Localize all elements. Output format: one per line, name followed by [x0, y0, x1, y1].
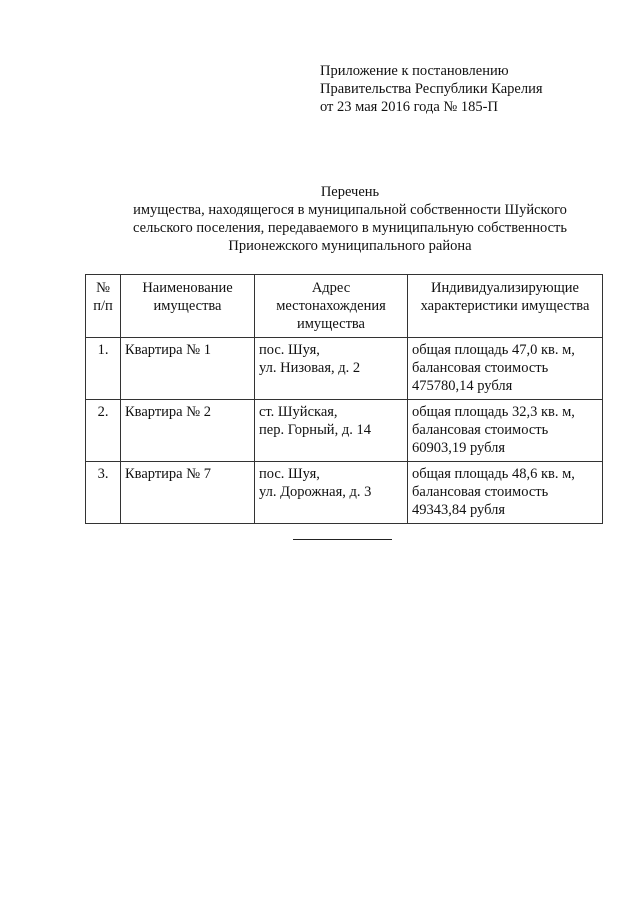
- appendix-line: Правительства Республики Карелия: [320, 81, 543, 97]
- appendix-line: от 23 мая 2016 года № 185-П: [320, 99, 498, 115]
- header-number: [86, 275, 121, 338]
- characteristic-line: 49343,84 рубля: [412, 502, 506, 518]
- title-line: имущества, находящегося в муниципальной собственности Шуйского: [133, 202, 567, 218]
- row-characteristics: [408, 400, 603, 462]
- characteristic-line: общая площадь 47,0 кв. м,: [412, 342, 575, 358]
- header-text: Адрес: [311, 280, 351, 296]
- header-text: п/п: [93, 298, 113, 314]
- address-line: ул. Дорожная, д. 3: [259, 484, 372, 500]
- table-row: [86, 400, 603, 462]
- table-header-row: [86, 275, 603, 338]
- header-text: характеристики имущества: [420, 298, 590, 314]
- row-characteristics: [408, 462, 603, 524]
- characteristic-line: общая площадь 32,3 кв. м,: [412, 404, 575, 420]
- header-text: местонахождения: [276, 298, 386, 314]
- address-line: ул. Низовая, д. 2: [259, 360, 361, 376]
- row-name: Квартира № 7: [121, 462, 255, 524]
- document-title: [60, 183, 640, 255]
- row-characteristics: [408, 338, 603, 400]
- address-line: пер. Горный, д. 14: [259, 422, 371, 438]
- title-line: сельского поселения, передаваемого в муниципальную собственность: [133, 220, 567, 236]
- title-line: Прионежского муниципального района: [228, 238, 472, 254]
- appendix-line: Приложение к постановлению: [320, 63, 509, 79]
- row-number: 3.: [86, 462, 121, 524]
- row-name: Квартира № 1: [121, 338, 255, 400]
- header-name: [121, 275, 255, 338]
- characteristic-line: балансовая стоимость: [412, 422, 549, 438]
- characteristic-line: балансовая стоимость: [412, 360, 549, 376]
- characteristic-line: общая площадь 48,6 кв. м,: [412, 466, 575, 482]
- address-line: ст. Шуйская,: [259, 404, 338, 420]
- header-text: имущества: [153, 298, 222, 314]
- table-row: [86, 462, 603, 524]
- header-text: имущества: [296, 316, 365, 332]
- characteristic-line: 60903,19 рубля: [412, 440, 506, 456]
- characteristic-line: балансовая стоимость: [412, 484, 549, 500]
- header-address: [255, 275, 408, 338]
- header-characteristics: [408, 275, 603, 338]
- property-table: [85, 274, 603, 524]
- appendix-note: [320, 62, 620, 116]
- row-number: 1.: [86, 338, 121, 400]
- title-heading: Перечень: [320, 184, 380, 200]
- row-address: [255, 400, 408, 462]
- header-text: №: [96, 280, 110, 296]
- characteristic-line: 475780,14 рубля: [412, 378, 513, 394]
- address-line: пос. Шуя,: [259, 466, 320, 482]
- row-name: Квартира № 2: [121, 400, 255, 462]
- header-text: Индивидуализирующие: [431, 280, 579, 296]
- header-text: Наименование: [142, 280, 233, 296]
- address-line: пос. Шуя,: [259, 342, 320, 358]
- row-number: 2.: [86, 400, 121, 462]
- closing-divider: [293, 539, 392, 540]
- row-address: [255, 338, 408, 400]
- row-address: [255, 462, 408, 524]
- table-row: [86, 338, 603, 400]
